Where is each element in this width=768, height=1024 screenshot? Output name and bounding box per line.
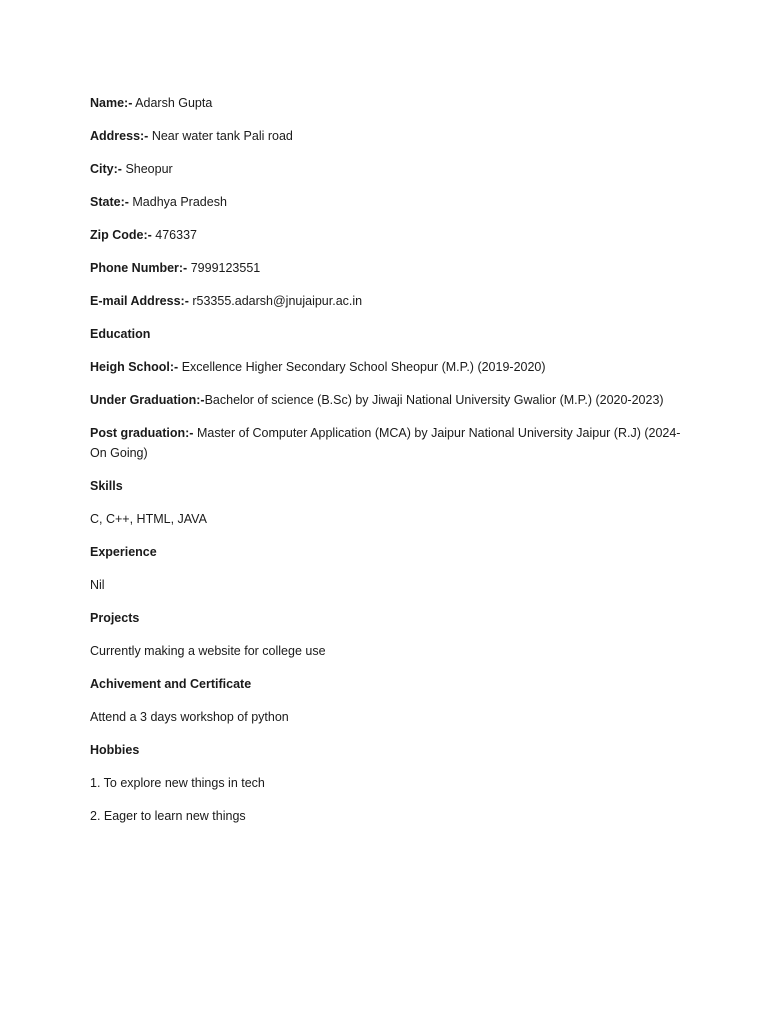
address-value: Near water tank Pali road: [151, 129, 293, 143]
achievements-heading: Achivement and Certificate: [90, 677, 252, 691]
phone-line: [90, 259, 690, 278]
hobbies-heading: Hobbies: [90, 743, 140, 757]
under-graduation-line: [90, 391, 690, 410]
post-graduation-value: Master of Computer Application (MCA) by Jaipur National University Jaipur (R.J) (2024- On Going): [90, 426, 681, 460]
under-graduation-value: Bachelor of science (B.Sc) by Jiwaji National University Gwalior (M.P.) (2020-2023): [204, 393, 664, 407]
hobby-item: 2. Eager to learn new things: [90, 809, 246, 823]
city-value: Sheopur: [125, 162, 173, 176]
name-line: [90, 94, 690, 113]
zip-value: 476337: [155, 228, 197, 242]
high-school-line: [90, 358, 690, 377]
city-line: [90, 160, 690, 179]
experience-value: Nil: [90, 578, 105, 592]
achievements-value: Attend a 3 days workshop of python: [90, 710, 289, 724]
post-graduation-label: Post graduation:-: [90, 426, 194, 440]
state-line: [90, 193, 690, 212]
zip-label: Zip Code:-: [90, 228, 152, 242]
state-label: State:-: [90, 195, 129, 209]
city-label: City:-: [90, 162, 122, 176]
resume-page: [90, 94, 690, 840]
state-value: Madhya Pradesh: [132, 195, 227, 209]
email-value: r53355.adarsh@jnujaipur.ac.in: [192, 294, 363, 308]
address-line: [90, 127, 690, 146]
projects-heading: Projects: [90, 611, 140, 625]
email-line: [90, 292, 690, 311]
hobby-item: 1. To explore new things in tech: [90, 776, 265, 790]
skills-value: C, C++, HTML, JAVA: [90, 512, 207, 526]
experience-heading: Experience: [90, 545, 157, 559]
post-graduation-line: [90, 424, 690, 463]
zip-line: [90, 226, 690, 245]
education-heading: Education: [90, 327, 151, 341]
phone-value: 7999123551: [190, 261, 261, 275]
email-label: E-mail Address:-: [90, 294, 189, 308]
under-graduation-label: Under Graduation:-: [90, 393, 205, 407]
name-value: Adarsh Gupta: [135, 96, 213, 110]
skills-heading: Skills: [90, 479, 123, 493]
address-label: Address:-: [90, 129, 149, 143]
projects-value: Currently making a website for college use: [90, 644, 326, 658]
high-school-value: Excellence Higher Secondary School Sheopur (M.P.) (2019-2020): [181, 360, 546, 374]
high-school-label: Heigh School:-: [90, 360, 179, 374]
name-label: Name:-: [90, 96, 133, 110]
phone-label: Phone Number:-: [90, 261, 188, 275]
